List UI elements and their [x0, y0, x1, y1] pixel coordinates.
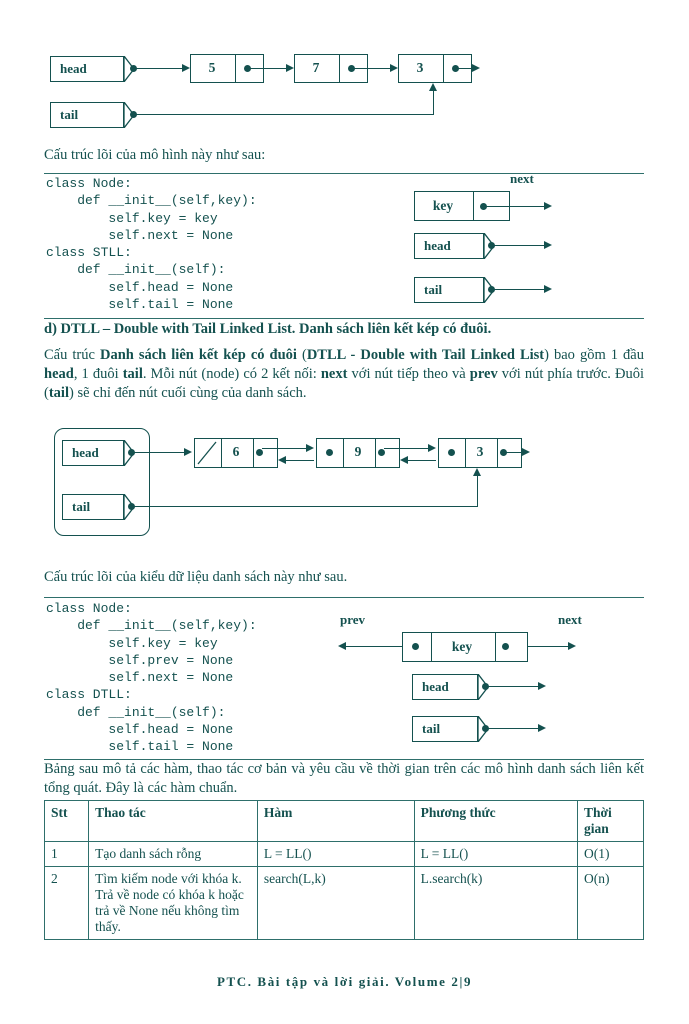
- tail-tag: [414, 277, 484, 303]
- node-2-next-head: [428, 444, 436, 452]
- next-label: next: [558, 612, 582, 627]
- node-1-value: 6: [232, 444, 240, 459]
- code-line: self.key = key: [46, 210, 218, 226]
- code-line: def __init__(self,key):: [46, 193, 257, 209]
- cell-ham: search(L,k): [257, 867, 414, 940]
- tail-arrow-line: [494, 289, 546, 290]
- node-2-next-line: [384, 448, 432, 449]
- tail-arrow-horizontal: [134, 506, 478, 507]
- code-line: self.next = None: [46, 227, 234, 243]
- tail-tag: [412, 716, 478, 742]
- node-2-arrow-line: [354, 68, 392, 69]
- head-tag-label: head: [424, 238, 451, 253]
- head-arrow-line: [488, 686, 540, 687]
- node-next-arrow-line: [486, 206, 546, 207]
- tail-arrow-vertical: [477, 476, 478, 507]
- code-line: class Node:: [46, 601, 132, 616]
- node-next-arrow-head: [544, 202, 552, 210]
- cell-ham: L = LL(): [257, 842, 414, 867]
- next-label: next: [510, 171, 534, 186]
- divider-1: [44, 173, 644, 174]
- code-line: self.tail = None: [46, 296, 234, 312]
- node-1-arrow-head: [286, 64, 294, 72]
- table-row: [45, 842, 644, 867]
- table-header-row: [45, 801, 644, 842]
- node-3-value: 3: [416, 60, 424, 75]
- node-1-value: 5: [208, 60, 216, 75]
- diagram-stll-node: [400, 171, 650, 315]
- cell-stt: 1: [45, 842, 89, 867]
- cell-thao-tac: Tạo danh sách rỗng: [89, 842, 258, 867]
- cell-phuong-thuc: L.search(k): [414, 867, 577, 940]
- node-2-prev-line: [284, 460, 314, 461]
- tail-arrow-line: [488, 728, 540, 729]
- node-3-next-head: [522, 448, 530, 456]
- node-3-prev-dot: [448, 449, 455, 456]
- tail-arrow-head: [429, 83, 437, 91]
- node-1-next-head: [306, 444, 314, 452]
- node-2-next-dot: [378, 449, 385, 456]
- head-arrow-head: [544, 241, 552, 249]
- head-tag-label: head: [422, 679, 449, 694]
- code-line: self.head = None: [46, 279, 234, 295]
- head-tag-label: head: [60, 61, 87, 76]
- diagram-dtll-node: [330, 612, 650, 752]
- code-line: def __init__(self):: [46, 262, 226, 278]
- code-line: self.head = None: [46, 721, 234, 737]
- tail-arrow-vertical: [433, 91, 434, 115]
- node-2-prev-dot: [326, 449, 333, 456]
- head-tag: [50, 56, 124, 82]
- tail-tag: [62, 494, 124, 520]
- code-line: self.key = key: [46, 635, 218, 651]
- node-key-label: key: [451, 639, 473, 654]
- functions-table: [44, 800, 644, 940]
- head-tag: [414, 233, 484, 259]
- node-prev-dot: [412, 643, 419, 650]
- node-1-null-prev-icon: [194, 438, 222, 468]
- tail-tag-label: tail: [72, 499, 91, 514]
- code-line: self.tail = None: [46, 739, 234, 755]
- paragraph-dtll-description: Cấu trúc Danh sách liên kết kép có đuôi (DTLL - Double with Tail Linked List) bao gồm 1 đầu head, 1 đuôi tail. Mỗi nút (node) có 2 kết nối: next với nút tiếp theo và prev với nút phía trước. Đuôi (tail) sẽ chỉ đến nút cuối cùng của danh sách.: [44, 347, 644, 402]
- node-3-value: 3: [476, 444, 484, 459]
- functions-table-wrapper: [44, 800, 644, 940]
- node-2-value: 7: [312, 60, 320, 75]
- node-3-prev-head: [400, 456, 408, 464]
- code-line: def __init__(self,key):: [46, 618, 257, 634]
- code-line: def __init__(self):: [46, 704, 226, 720]
- node-2-arrow-head: [390, 64, 398, 72]
- node-next-dot: [502, 643, 509, 650]
- cell-thao-tac: Tìm kiếm node với khóa k. Trả về node có khóa k hoặc trả về None nếu không tìm thấy.: [89, 867, 258, 940]
- tail-tag-label: tail: [60, 107, 79, 122]
- paragraph-table-intro: Bảng sau mô tả các hàm, thao tác cơ bản và yêu cầu về thời gian trên các mô hình danh sách liên kết tổng quát. Đây là các hàm chuẩn.: [44, 761, 644, 797]
- code-line: self.prev = None: [46, 652, 234, 668]
- node-1-next-dot: [256, 449, 263, 456]
- node-1-arrow-line: [250, 68, 288, 69]
- prev-label: prev: [340, 612, 366, 627]
- node-2-prev-head: [278, 456, 286, 464]
- tail-tag-label: tail: [422, 721, 441, 736]
- tail-tag: [50, 102, 124, 128]
- code-line: self.next = None: [46, 670, 234, 686]
- cell-phuong-thuc: L = LL(): [414, 842, 577, 867]
- diagram-dtll-with-tail: [44, 420, 644, 545]
- table-header-phuong-thuc: Phương thức: [414, 801, 577, 842]
- next-arrow-head: [568, 642, 576, 650]
- code-line: class DTLL:: [46, 687, 132, 703]
- head-arrow-head: [538, 682, 546, 690]
- node-3-arrow-head: [472, 64, 480, 72]
- tail-arrow-head: [538, 724, 546, 732]
- table-header-ham: Hàm: [257, 801, 414, 842]
- node-1-next-line: [262, 448, 310, 449]
- code-line: class Node:: [46, 176, 132, 191]
- prev-arrow-line: [346, 646, 406, 647]
- head-arrow-line: [136, 68, 184, 69]
- paragraph-core-structure-2: Cấu trúc lõi của kiểu dữ liệu danh sách này như sau.: [44, 569, 348, 585]
- head-arrow-head: [184, 448, 192, 456]
- diagram-stll-with-tail: [44, 46, 644, 136]
- head-arrow-line: [134, 452, 186, 453]
- table-row: [45, 867, 644, 940]
- tail-tag-label: tail: [424, 282, 443, 297]
- tail-arrow-horizontal: [136, 114, 434, 115]
- divider-3: [44, 597, 644, 598]
- table-header-thoi-gian: Thời gian: [578, 801, 644, 842]
- node-2-value: 9: [354, 444, 362, 459]
- prev-arrow-head: [338, 642, 346, 650]
- head-arrow-head: [182, 64, 190, 72]
- page-footer: PTC. Bài tập và lời giải. Volume 2|9: [216, 974, 473, 989]
- code-block-stll: [46, 175, 386, 313]
- head-tag: [412, 674, 478, 700]
- cell-thoi-gian: O(n): [578, 867, 644, 940]
- divider-2: [44, 318, 644, 319]
- node-key-label: key: [432, 198, 454, 213]
- heading-dtll: d) DTLL – Double with Tail Linked List. Danh sách liên kết kép có đuôi.: [44, 321, 492, 337]
- node-3-prev-line: [406, 460, 436, 461]
- tail-arrow-head: [473, 468, 481, 476]
- next-arrow-line: [528, 646, 570, 647]
- head-arrow-line: [494, 245, 546, 246]
- head-tag: [62, 440, 124, 466]
- tail-arrow-head: [544, 285, 552, 293]
- code-line: class STLL:: [46, 245, 132, 261]
- table-header-stt: Stt: [45, 801, 89, 842]
- cell-stt: 2: [45, 867, 89, 940]
- paragraph-core-structure-1: Cấu trúc lõi của mô hình này như sau:: [44, 147, 266, 163]
- table-header-thao-tac: Thao tác: [89, 801, 258, 842]
- head-tag-label: head: [72, 445, 99, 460]
- cell-thoi-gian: O(1): [578, 842, 644, 867]
